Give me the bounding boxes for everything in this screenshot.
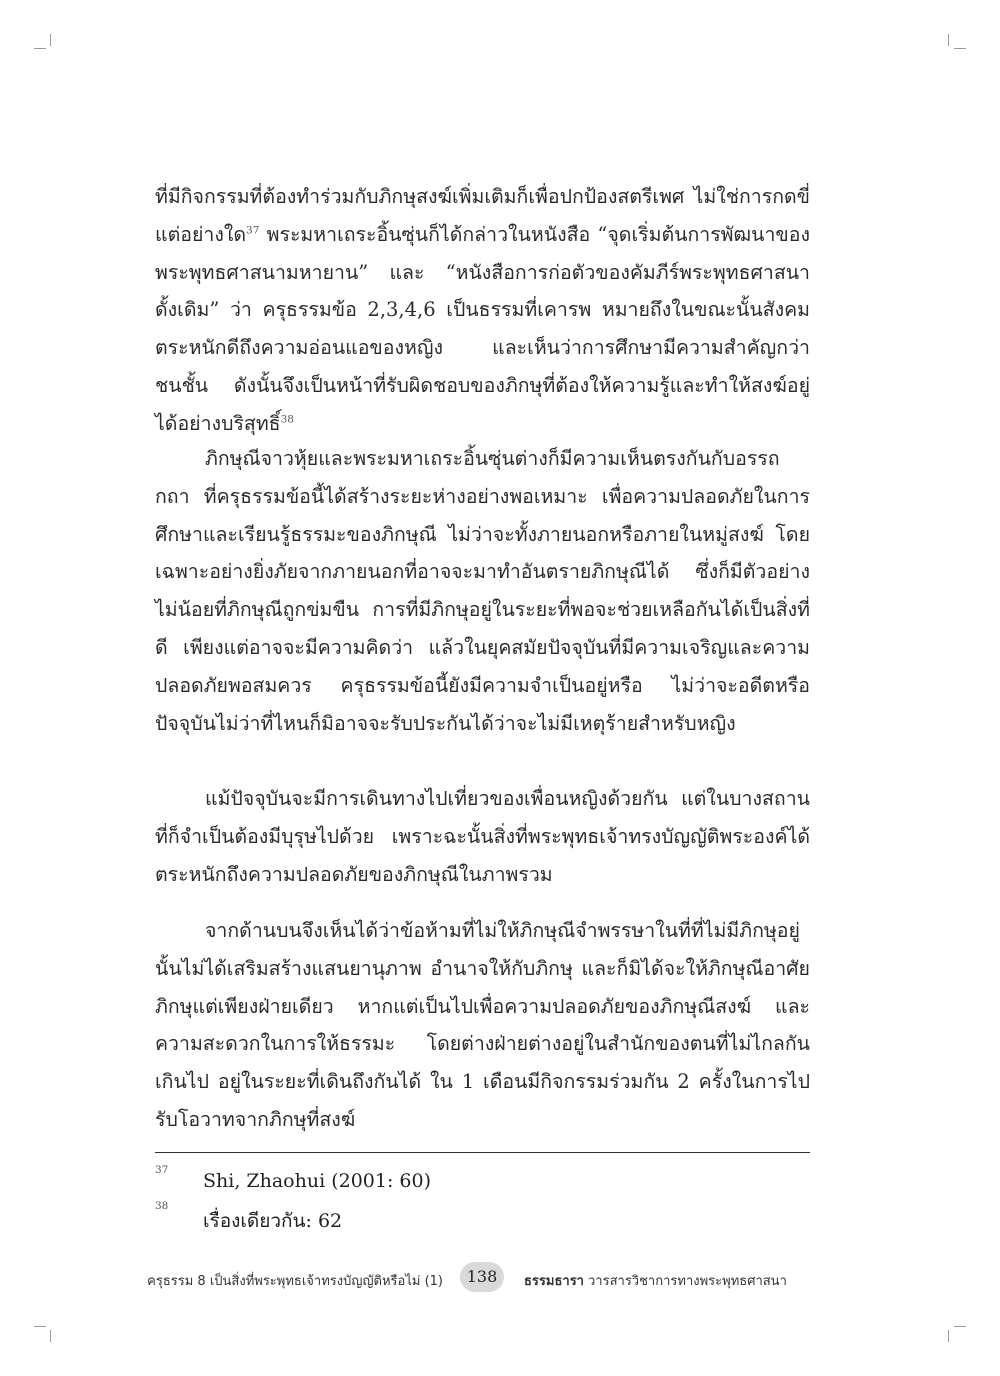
crop-mark xyxy=(34,1326,46,1327)
footnote-text: เรื่องเดียวกัน: 62 xyxy=(203,1210,343,1232)
paragraph-text: แม้ปัจจุบันจะมีการเดินทางไปเที่ยวของเพื่อนหญิงด้วยกัน แต่ในบางสถานที่ก็จำเป็นต้องมีบุรุษไปด้วย เพราะฉะนั้นสิ่งที่พระพุทธเจ้าทรงบัญญัติพระองค์ได้ตระหนักถึงความปลอดภัยของภิกษุณีในภาพรวม xyxy=(155,787,810,886)
crop-mark xyxy=(50,1330,51,1342)
paragraph-text: จากด้านบนจึงเห็นได้ว่าข้อห้ามที่ไม่ให้ภิกษุณีจำพรรษาในที่ที่ไม่มีภิกษุอยู่นั้นไม่ได้เสริมสร้างแสนยานุภาพ อำนาจให้กับภิกษุ และก็มิได้จะให้ภิกษุณีอาศัยภิกษุแต่เพียงฝ่ายเดียว หากแต่เป็นไปเพื่อความปลอดภัยของภิกษุณีสงฆ์ และความสะดวกในการให้ธรรมะ โดยต่างฝ่ายต่างอยู่ในสำนักของตนที่ไม่ไกลกันเกินไป อยู่ในระยะที่เดินถึงกันได้ ใน 1 เดือนมีกิจกรรมร่วมกัน 2 ครั้งในการไปรับโอวาทจากภิกษุที่สงฆ์ xyxy=(155,919,810,1131)
crop-mark xyxy=(954,1326,966,1327)
paragraph-text: พระมหาเถระอิ้นซุ่นก็ได้กล่าวในหนังสือ “จุดเริ่มต้นการพัฒนาของพระพุทธศาสนามหายาน” และ “หนังสือการก่อตัวของคัมภีร์พระพุทธศาสนาดั้งเดิม” ว่า ครุธรรมข้อ 2,3,4,6 เป็นธรรมที่เคารพ หมายถึงในขณะนั้นสังคมตระหนักดีถึงความอ่อนแอของหญิง และเห็นว่าการศึกษามีความสำคัญกว่าชนชั้น ดังนั้นจึงเป็นหน้าที่รับผิดชอบของภิกษุที่ต้องให้ความรู้และทำให้สงฆ์อยู่ได้อย่างบริสุทธิ์ xyxy=(155,222,810,435)
crop-mark xyxy=(948,1330,949,1342)
journal-subtitle: วารสารวิชาการทางพระพุทธศาสนา xyxy=(588,1274,787,1289)
page-number: 138 xyxy=(460,1262,504,1292)
article-title: ครุธรรม 8 เป็นสิ่งที่พระพุทธเจ้าทรงบัญญัติหรือไม่ (1) xyxy=(147,1274,443,1289)
body-paragraph-2 xyxy=(155,440,810,742)
journal-title: ธรรมธารา xyxy=(524,1274,584,1289)
crop-mark xyxy=(948,34,949,46)
body-paragraph-1 xyxy=(155,178,810,443)
footnote-ref[interactable]: 37 xyxy=(246,224,260,237)
paragraph-text: ที่มีกิจกรรมที่ต้องทำร่วมกับภิกษุสงฆ์เพิ่มเติมก็เพื่อปกป้องสตรีเพศ ไม่ใช่การกดขี่แต่อย่างใด xyxy=(155,185,810,246)
footnote-divider xyxy=(155,1152,810,1153)
paragraph-text: ภิกษุณีจาวหุ้ยและพระมหาเถระอิ้นซุ่นต่างก็มีความเห็นตรงกันกับอรรถกถา ที่ครุธรรมข้อนี้ได้สร้างระยะห่างอย่างพอเหมาะ เพื่อความปลอดภัยในการศึกษาและเรียนรู้ธรรมะของภิกษุณี ไม่ว่าจะทั้งภายนอกหรือภายในหมู่สงฆ์ โดยเฉพาะอย่างยิ่งภัยจากภายนอกที่อาจจะมาทำอันตรายภิกษุณีได้ ซึ่งก็มีตัวอย่างไม่น้อยที่ภิกษุณีถูกข่มขืน การที่มีภิกษุอยู่ในระยะที่พอจะช่วยเหลือกันได้เป็นสิ่งที่ดี เพียงแต่อาจจะมีความคิดว่า แล้วในยุคสมัยปัจจุบันที่มีความเจริญและความปลอดภัยพอสมควร ครุธรรมข้อนี้ยังมีความจำเป็นอยู่หรือ ไม่ว่าจะอดีตหรือปัจจุบันไม่ว่าที่ไหนก็มิอาจจะรับประกันได้ว่าจะไม่มีเหตุร้ายสำหรับหญิง xyxy=(155,447,810,735)
footnote-ref[interactable]: 38 xyxy=(280,413,294,426)
footnote-text: Shi, Zhaohui (2001: 60) xyxy=(203,1170,431,1192)
footnote-number: 37 xyxy=(155,1164,169,1176)
crop-mark xyxy=(50,34,51,46)
crop-mark xyxy=(954,48,966,49)
footnote-number: 38 xyxy=(155,1200,169,1212)
body-paragraph-3 xyxy=(155,780,810,893)
page-footer xyxy=(0,1262,1000,1292)
journal-name xyxy=(524,1270,787,1291)
crop-mark xyxy=(34,48,46,49)
body-paragraph-4 xyxy=(155,912,810,1139)
